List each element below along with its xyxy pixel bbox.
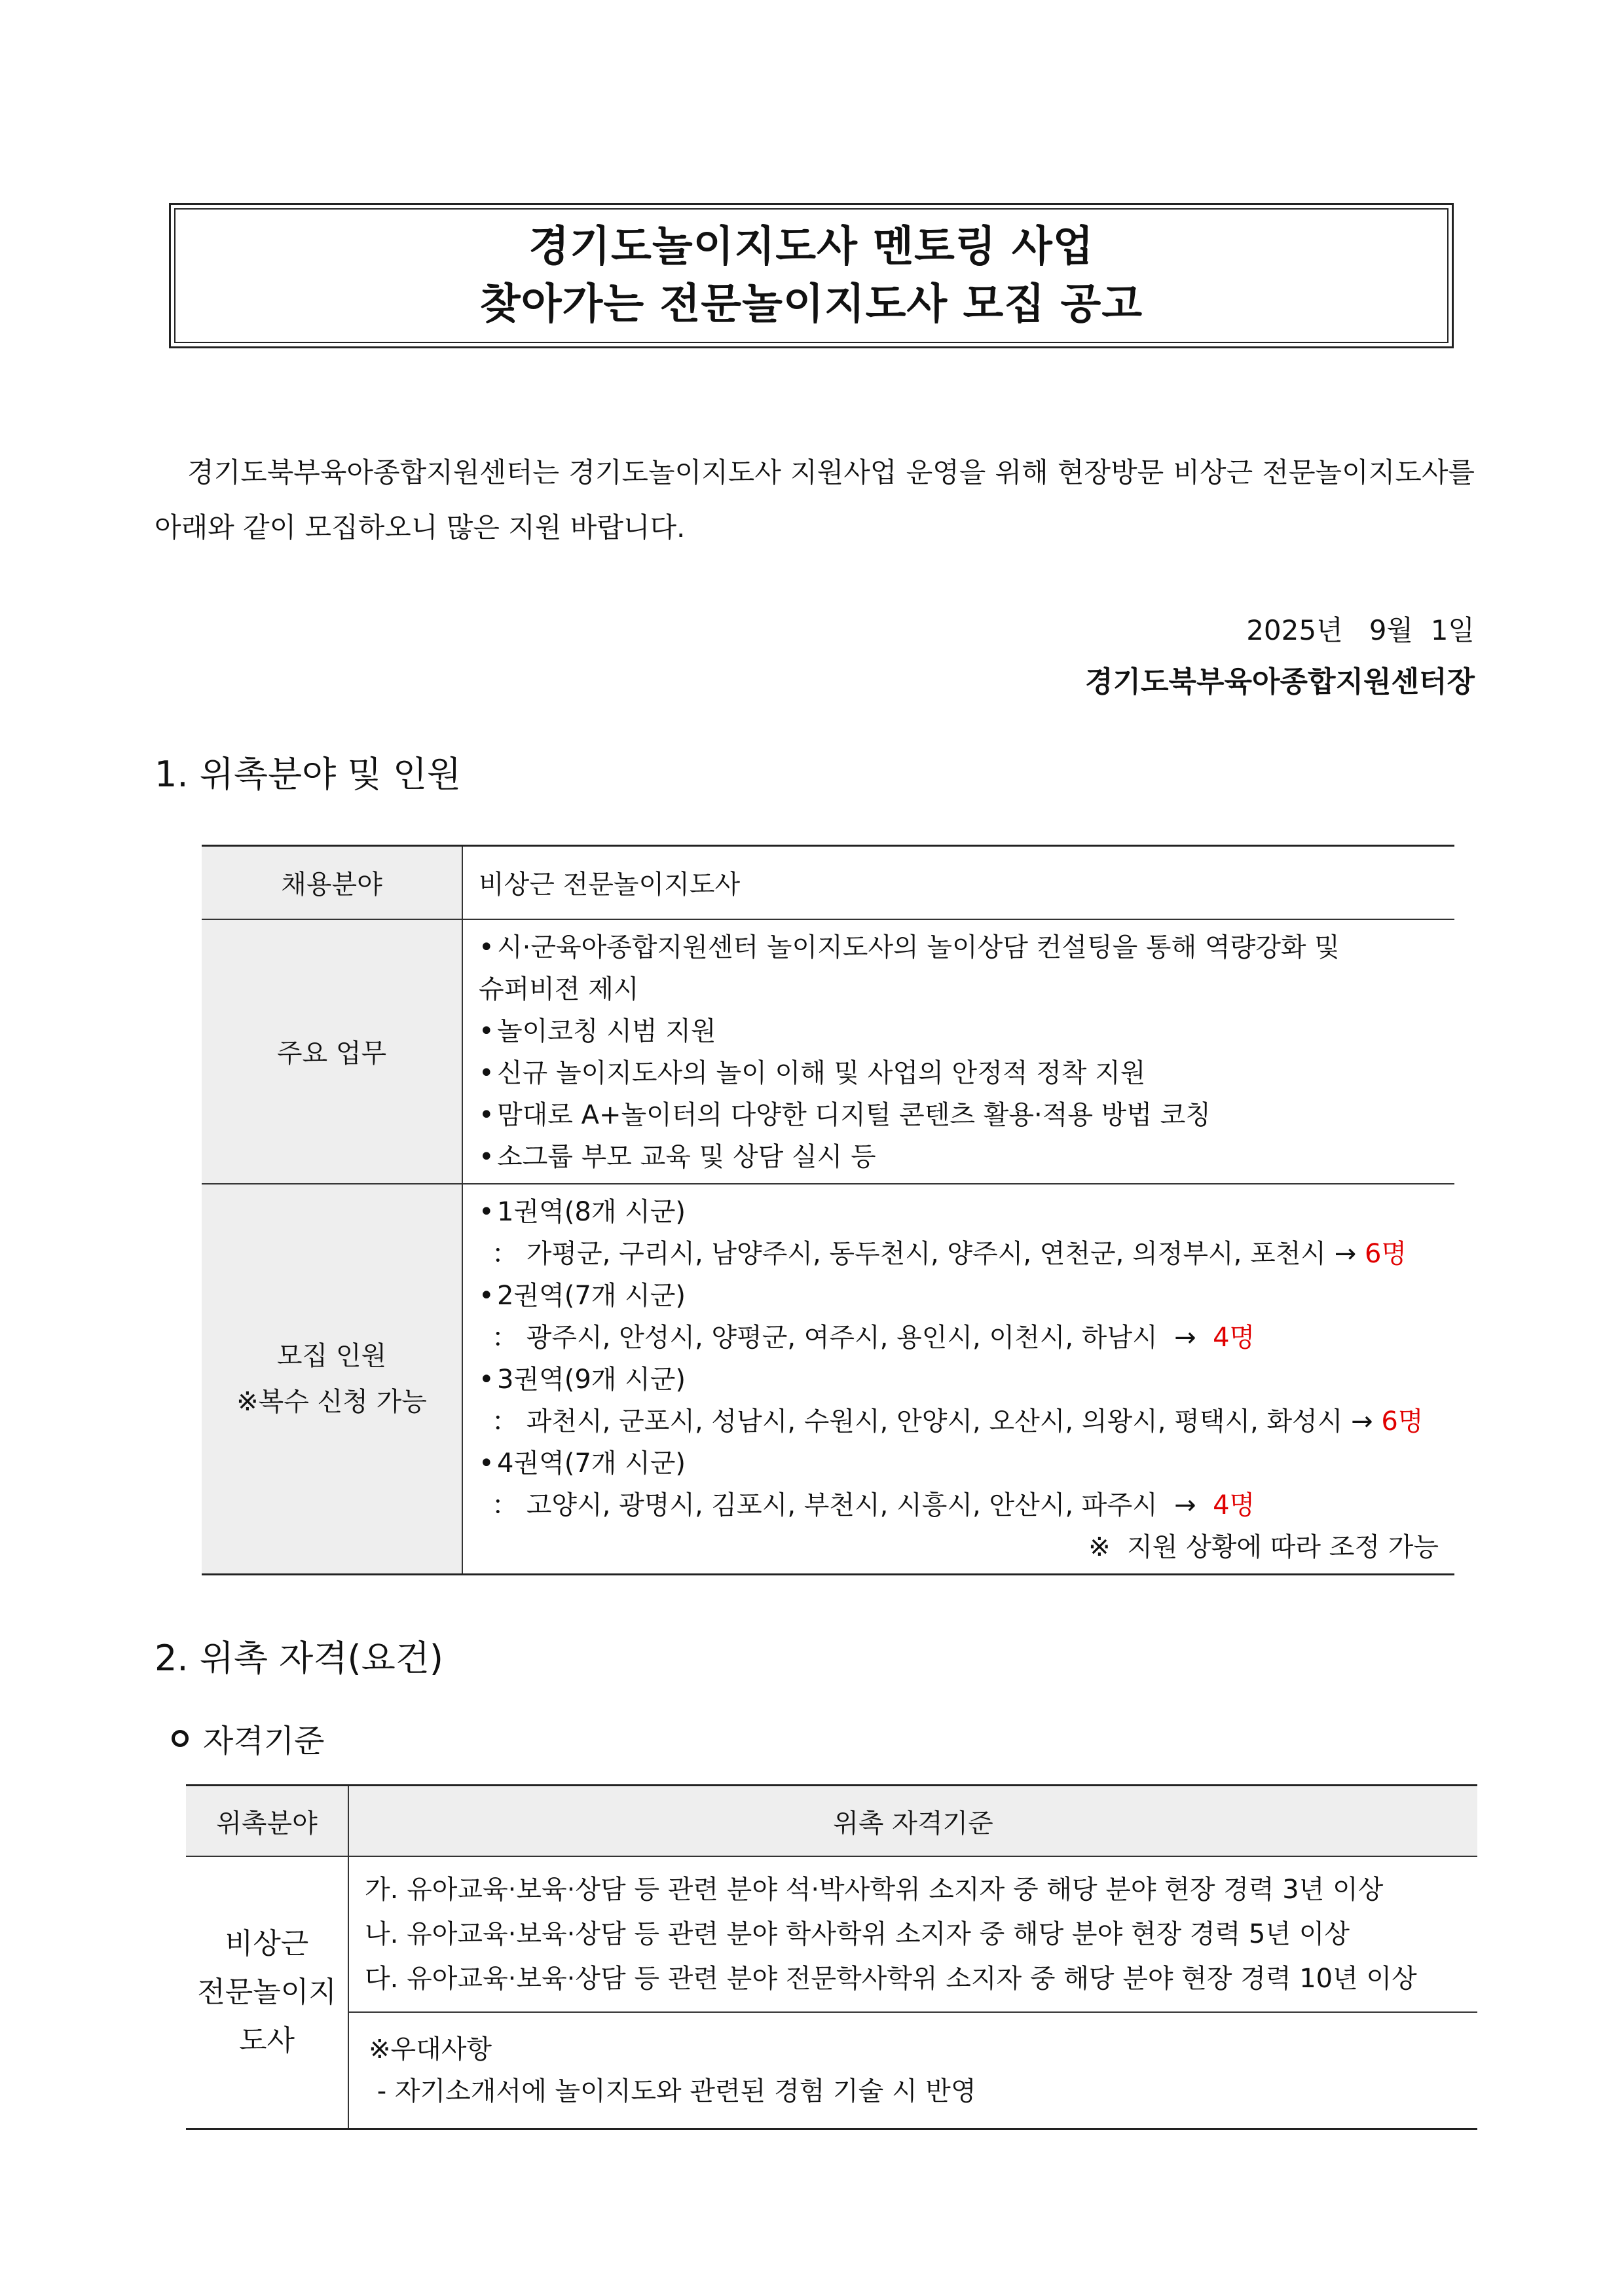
title-box	[169, 203, 1454, 348]
field-line: 비상근	[225, 1927, 309, 1960]
recruit-regions	[462, 1184, 1454, 1575]
table-row	[202, 1184, 1454, 1575]
table-row	[202, 919, 1454, 1184]
duties-label: 주요 업무	[202, 919, 462, 1184]
region-name: • 2권역(7개 시군)	[479, 1280, 686, 1311]
criteria-subheading-text: 자격기준	[203, 1723, 325, 1759]
recruit-label-cell	[202, 1184, 462, 1575]
table-row	[202, 846, 1454, 919]
preference-item: - 자기소개서에 놀이지도와 관련된 경험 기술 시 반영	[369, 2076, 976, 2106]
list-item: • 놀이코칭 시범 지원	[479, 1016, 716, 1046]
region-name: • 1권역(8개 시군)	[479, 1196, 686, 1227]
region-cities: ： 광주시, 안성시, 양평군, 여주시, 용인시, 이천시, 하남시 → 4명	[492, 1322, 1255, 1353]
region-cities: ： 과천시, 군포시, 성남시, 수원시, 안양시, 오산시, 의왕시, 평택시, 화성시 → 6명	[492, 1406, 1424, 1437]
criteria-list	[348, 1856, 1477, 2012]
column-header: 위촉 자격기준	[348, 1786, 1477, 1857]
list-item: • 맘대로 A+놀이터의 다양한 디지털 콘텐츠 활용·적용 방법 코칭	[479, 1099, 1211, 1130]
field-value: 비상근 전문놀이지도사	[462, 846, 1454, 919]
region-count: 4명	[1213, 1490, 1255, 1520]
field-line: 전문놀이지	[197, 1975, 337, 2009]
region-count: 6명	[1364, 1238, 1407, 1269]
list-item: • 시·군육아종합지원센터 놀이지도사의 놀이상담 컨설팅을 통해 역량강화 및	[479, 932, 1340, 963]
notice-date: 2025년 9월 1일	[1246, 614, 1475, 646]
criteria-item: 나. 유아교육·보육·상담 등 관련 분야 학사학위 소지자 중 해당 분야 현장 경력 5년 이상	[365, 1919, 1350, 1949]
criteria-item: 다. 유아교육·보육·상담 등 관련 분야 전문학사학위 소지자 중 해당 분야 현장 경력 10년 이상	[365, 1964, 1417, 1994]
field-label: 채용분야	[202, 846, 462, 919]
table-row	[186, 1856, 1477, 2012]
title-line-1: 경기도놀이지도사 멘토링 사업	[528, 223, 1094, 271]
preference-cell	[348, 2012, 1477, 2129]
field-cell	[186, 1856, 348, 2129]
region-count: 4명	[1213, 1322, 1255, 1353]
preference-title: ※우대사항	[369, 2034, 492, 2065]
recruit-label: 모집 인원	[276, 1340, 387, 1371]
region-count: 6명	[1381, 1406, 1424, 1437]
list-item-continuation: 슈퍼비젼 제시	[479, 974, 639, 1004]
issuer-name: 경기도북부육아종합지원센터장	[1084, 665, 1475, 699]
criteria-table	[186, 1784, 1477, 2130]
region-name: • 4권역(7개 시군)	[479, 1448, 686, 1478]
recruit-note: ※복수 신청 가능	[236, 1386, 427, 1417]
table-header-row	[186, 1786, 1477, 1857]
duties-list	[462, 919, 1454, 1184]
adjust-note: ※ 지원 상황에 따라 조정 가능	[1088, 1532, 1439, 1562]
list-item: • 신규 놀이지도사의 놀이 이해 및 사업의 안정적 정착 지원	[479, 1057, 1146, 1088]
section-1-heading: 1. 위촉분야 및 인원	[155, 754, 462, 795]
table-row	[186, 2012, 1477, 2129]
title-line-2: 찾아가는 전문놀이지도사 모집 공고	[479, 280, 1143, 329]
criteria-subheading	[172, 1716, 324, 1761]
intro-paragraph	[155, 445, 1475, 555]
criteria-item: 가. 유아교육·보육·상담 등 관련 분야 석·박사학위 소지자 중 해당 분야 현장 경력 3년 이상	[365, 1875, 1384, 1905]
section-2-heading: 2. 위촉 자격(요건)	[155, 1638, 443, 1679]
recruit-table	[202, 845, 1454, 1575]
region-cities: ： 가평군, 구리시, 남양주시, 동두천시, 양주시, 연천군, 의정부시, 포천시 → 6명	[492, 1238, 1407, 1269]
field-line: 도사	[238, 2024, 295, 2057]
circle-bullet-icon	[172, 1730, 189, 1747]
intro-text: 경기도북부육아종합지원센터는 경기도놀이지도사 지원사업 운영을 위해 현장방문 비상근 전문놀이지도사를 아래와 같이 모집하오니 많은 지원 바랍니다.	[155, 456, 1475, 543]
region-name: • 3권역(9개 시군)	[479, 1364, 686, 1395]
region-cities: ： 고양시, 광명시, 김포시, 부천시, 시흥시, 안산시, 파주시 → 4명	[492, 1490, 1255, 1520]
column-header: 위촉분야	[186, 1786, 348, 1857]
list-item: • 소그룹 부모 교육 및 상담 실시 등	[479, 1141, 876, 1172]
